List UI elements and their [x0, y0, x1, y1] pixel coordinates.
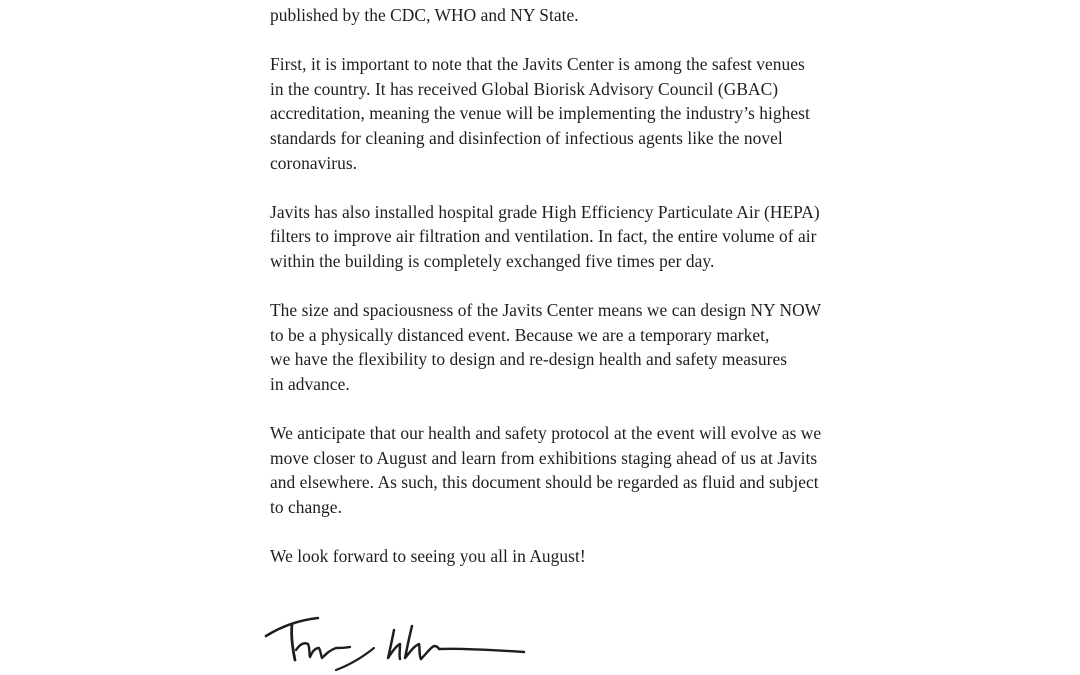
text-line: move closer to August and learn from exhibitions staging ahead of us at Javits	[270, 447, 818, 468]
text-line: within the building is completely exchanged five times per day.	[270, 250, 715, 271]
signature-stroke-h2	[405, 626, 421, 659]
text-line: Javits has also installed hospital grade High Efficiency Particulate Air (HEPA)	[270, 201, 820, 222]
text-line: First, it is important to note that the Javits Center is among the safest venues	[270, 54, 805, 75]
paragraph-distanced-event	[270, 298, 910, 396]
text-line: We look forward to seeing you all in August!	[270, 546, 586, 567]
text-line: accreditation, meaning the venue will be implementing the industry’s highest	[270, 103, 810, 124]
text-line: and elsewhere. As such, this document should be regarded as fluid and subject	[270, 472, 819, 493]
signature-stroke-tail	[439, 649, 524, 652]
handwritten-signature	[262, 602, 532, 675]
paragraph-venue-safety	[270, 52, 910, 175]
signature-stroke-r	[421, 646, 439, 659]
text-line: filters to improve air filtration and ventilation. In fact, the entire volume of air	[270, 226, 817, 247]
text-line: standards for cleaning and disinfection of infectious agents like the novel	[270, 127, 783, 148]
text-line: to be a physically distanced event. Because we are a temporary market,	[270, 324, 770, 345]
text-line: published by the CDC, WHO and NY State.	[270, 5, 579, 25]
paragraph-hepa-filters	[270, 200, 910, 274]
text-line: in the country. It has received Global Biorisk Advisory Council (GBAC)	[270, 78, 779, 99]
paragraph-closing	[270, 544, 910, 569]
text-line: The size and spaciousness of the Javits Center means we can design NY NOW	[270, 300, 822, 321]
signature-stroke-t-stem	[292, 624, 295, 660]
signature-stroke-h1	[388, 630, 400, 659]
text-line: in advance.	[270, 373, 350, 394]
text-line: we have the flexibility to design and re-design health and safety measures	[270, 349, 788, 370]
text-line: coronavirus.	[270, 152, 358, 173]
paragraph-sources	[270, 3, 910, 28]
text-line: to change.	[270, 496, 342, 517]
paragraph-evolving-protocol	[270, 421, 910, 519]
signature-stroke-m	[296, 643, 350, 658]
letter-body	[270, 3, 910, 593]
signature-stroke-flourish	[336, 648, 374, 670]
text-line: We anticipate that our health and safety protocol at the event will evolve as we	[270, 423, 822, 444]
